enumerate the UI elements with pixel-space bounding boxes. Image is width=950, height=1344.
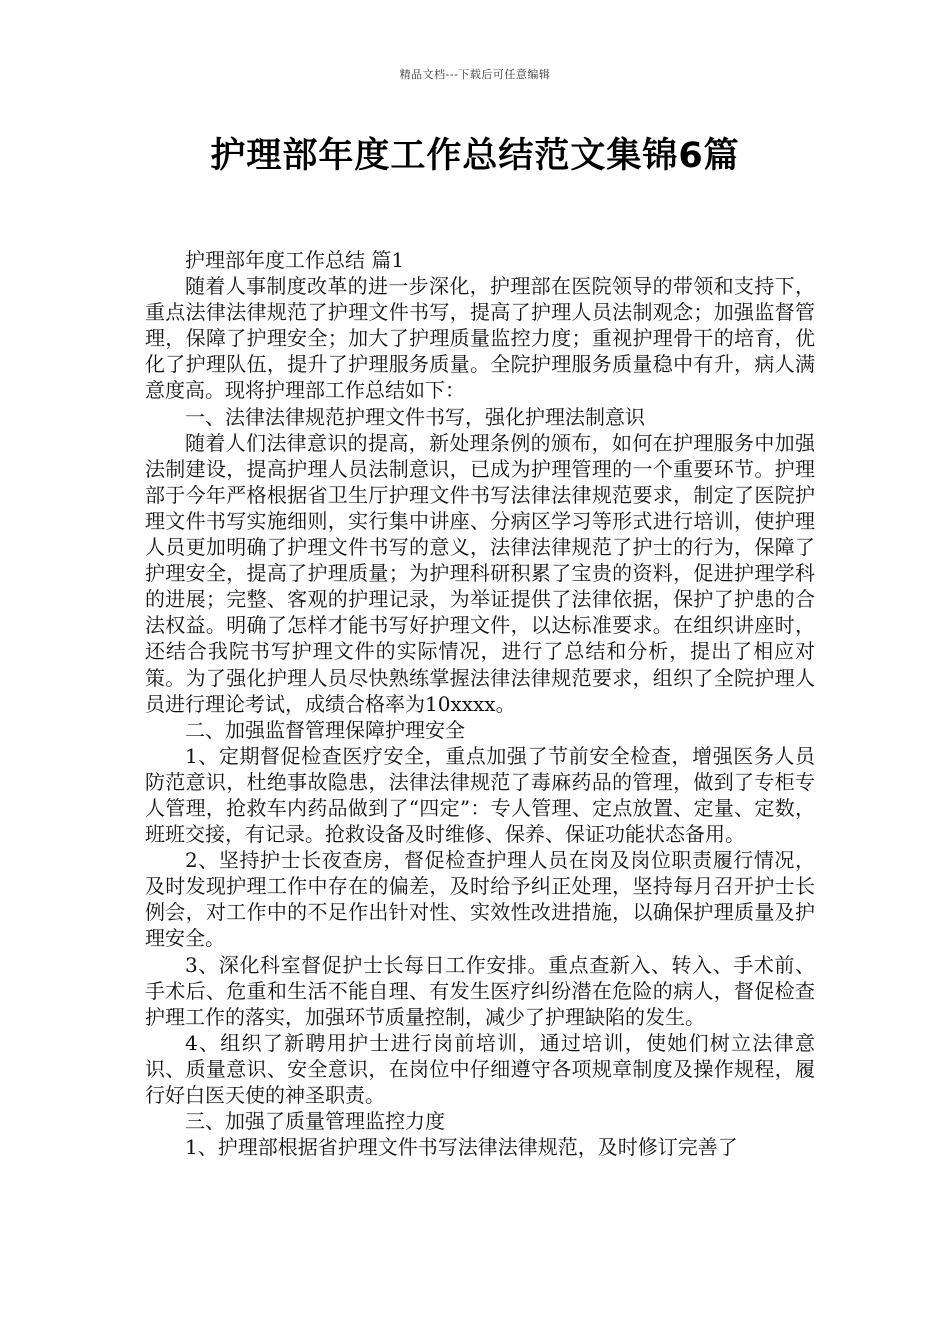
paragraph: 随着人事制度改革的进一步深化，护理部在医院领导的带领和支持下，重点法律法律规范了护理文件书写，提高了护理人员法制观念；加强监督管理，保障了护理安全；加大了护理质量监控力度；重视护理骨干的培育，优化了护理队伍，提升了护理服务质量。全院护理服务质量稳中有升，病人满意度高。现将护理部工作总结如下： [145, 274, 815, 403]
header-note: 精品文档---下载后可任意编辑 [399, 68, 551, 81]
section-heading: 一、法律法律规范护理文件书写，强化护理法制意识 [185, 404, 645, 429]
paragraph: 2、坚持护士长夜查房，督促检查护理人员在岗及岗位职责履行情况，及时发现护理工作中存在的偏差，及时给予纠正处理，坚持每月召开护士长例会，对工作中的不足作出针对性、实效性改进措施，以确保护理质量及护理安全。 [145, 848, 815, 951]
section-heading: 二、加强监督管理保障护理安全 [185, 717, 465, 742]
document-body [145, 247, 815, 1160]
section-heading: 三、加强了质量管理监控力度 [185, 1109, 445, 1134]
paragraph: 1、定期督促检查医疗安全，重点加强了节前安全检查，增强医务人员防范意识，杜绝事故隐患，法律法律规范了毒麻药品的管理，做到了专柜专人管理，抢救车内药品做到了“四定”：专人管理、定点放置、定量、定数，班班交接，有记录。抢救设备及时维修、保养、保证功能状态备用。 [145, 743, 815, 847]
paragraph: 3、深化科室督促护士长每日工作安排。重点查新入、转入、手术前、手术后、危重和生活不能自理、有发生医疗纠纷潜在危险的病人，督促检查护理工作的落实，加强环节质量控制，减少了护理缺陷的发生。 [145, 952, 815, 1029]
paragraph: 随着人们法律意识的提高，新处理条例的颁布，如何在护理服务中加强法制建设，提高护理人员法制意识，已成为护理管理的一个重要环节。护理部于今年严格根据省卫生厅护理文件书写法律法律规范要求，制定了医院护理文件书写实施细则，实行集中讲座、分病区学习等形式进行培训，使护理人员更加明确了护理文件书写的意义，法律法律规范了护士的行为，保障了护理安全，提高了护理质量；为护理科研积累了宝贵的资料，促进护理学科的进展；完整、客观的护理记录，为举证提供了法律依据，保护了护患的合法权益。明确了怎样才能书写好护理文件，以达标准要求。在组织讲座时，还结合我院书写护理文件的实际情况，进行了总结和分析，提出了相应对策。为了强化护理人员尽快熟练掌握法律法律规范要求，组织了全院护理人员进行理论考试，成绩合格率为10xxxx。 [145, 430, 815, 716]
paragraph: 1、护理部根据省护理文件书写法律法律规范，及时修订完善了 [185, 1135, 738, 1160]
section-heading: 护理部年度工作总结 篇1 [185, 248, 405, 272]
paragraph: 4、组织了新聘用护士进行岗前培训，通过培训，使她们树立法律意识、质量意识、安全意识，在岗位中仔细遵守各项规章制度及操作规程，履行好白医天使的神圣职责。 [145, 1030, 815, 1107]
document-title: 护理部年度工作总结范文集锦6篇 [210, 136, 740, 176]
